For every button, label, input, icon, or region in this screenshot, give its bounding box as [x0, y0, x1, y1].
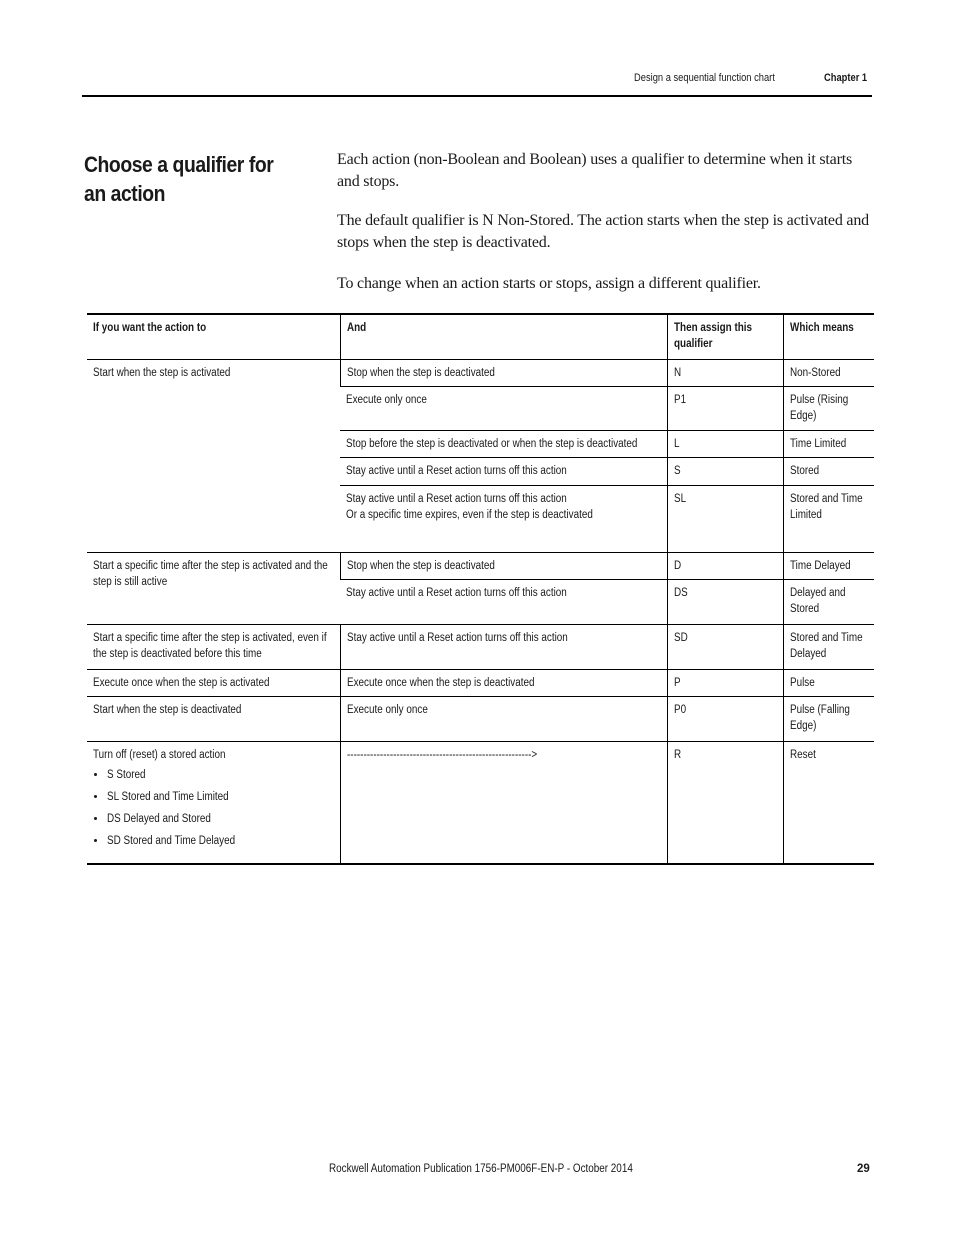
- table-cell-qualifier: N: [667, 360, 783, 387]
- table-cell-means: Pulse (Falling Edge): [783, 697, 874, 742]
- table-header-cell: And: [340, 314, 667, 360]
- table-cell-means: Delayed and Stored: [783, 580, 874, 625]
- table-cell-want: Start a specific time after the step is activated and the step is still active: [87, 553, 340, 625]
- table-row: [87, 670, 874, 697]
- table-cell-qualifier: SL: [667, 486, 783, 553]
- footer-publication: Rockwell Automation Publication 1756-PM006F-EN-P - October 2014: [329, 1163, 633, 1175]
- table-cell-and: -------------------------------------------------------->: [340, 742, 667, 864]
- table-header-cell: Then assign this qualifier: [667, 314, 783, 360]
- table-cell-means: Stored and Time Limited: [783, 486, 874, 553]
- table-cell-means: Stored: [783, 458, 874, 486]
- table-cell-want: Turn off (reset) a stored action • S Stored • SL Stored and Time Limited • DS Delayed and Stored • SD Stored and Time Delayed: [87, 742, 340, 864]
- table-cell-qualifier: P1: [667, 387, 783, 431]
- page-number: 29: [857, 1163, 870, 1175]
- table-cell-qualifier: D: [667, 553, 783, 580]
- table-cell-want: Start when the step is deactivated: [87, 697, 340, 742]
- table-row: [87, 625, 874, 670]
- intro-paragraph-2: The default qualifier is N Non-Stored. The action starts when the step is activated and stops when the step is deactivated.: [337, 212, 869, 251]
- table-cell-means: Stored and Time Delayed: [783, 625, 874, 670]
- table-cell-qualifier: DS: [667, 580, 783, 625]
- table-cell-and: Stay active until a Reset action turns off this action Or a specific time expires, even if the step is deactivated: [340, 486, 667, 553]
- table-header-cell: Which means: [783, 314, 874, 360]
- list-item: • SD Stored and Time Delayed: [107, 833, 334, 849]
- table-header-cell: If you want the action to: [87, 314, 340, 360]
- table-cell-means: Reset: [783, 742, 874, 864]
- table-cell-qualifier: P: [667, 670, 783, 697]
- table-cell-and: Execute only once: [340, 697, 667, 742]
- table-cell-qualifier: P0: [667, 697, 783, 742]
- table-cell-qualifier: S: [667, 458, 783, 486]
- table-cell-and: Stay active until a Reset action turns off this action: [340, 625, 667, 670]
- intro-paragraph-3: To change when an action starts or stops, assign a different qualifier.: [337, 275, 761, 292]
- table-cell-and: Stay active until a Reset action turns off this action: [340, 458, 667, 486]
- table-cell-means: Pulse: [783, 670, 874, 697]
- table-cell-qualifier: R: [667, 742, 783, 864]
- table-cell-means: Pulse (Rising Edge): [783, 387, 874, 431]
- reset-bullet-list: [93, 767, 334, 849]
- running-header-chapter: Chapter 1: [824, 72, 868, 84]
- table-cell-means: Time Limited: [783, 431, 874, 458]
- table-cell-and: Stop when the step is deactivated: [340, 553, 667, 580]
- table-cell-means: Time Delayed: [783, 553, 874, 580]
- list-item: • SL Stored and Time Limited: [107, 789, 334, 805]
- table-cell-want: Start a specific time after the step is activated, even if the step is deactivated before this time: [87, 625, 340, 670]
- table-cell-qualifier: SD: [667, 625, 783, 670]
- qualifier-table: [87, 313, 874, 865]
- table-cell-means: Non-Stored: [783, 360, 874, 387]
- section-title: Choose a qualifier for an action: [84, 152, 274, 206]
- table-row: [87, 697, 874, 742]
- table-cell-and: Stay active until a Reset action turns off this action: [340, 580, 667, 625]
- table-cell-want: Execute once when the step is activated: [87, 670, 340, 697]
- list-item: • S Stored: [107, 767, 334, 783]
- table-cell-want: Start when the step is activated: [87, 360, 340, 553]
- intro-paragraph-1: Each action (non-Boolean and Boolean) uses a qualifier to determine when it starts and stops.: [337, 151, 852, 190]
- running-header-section: Design a sequential function chart: [634, 72, 775, 84]
- list-item: • DS Delayed and Stored: [107, 811, 334, 827]
- table-row: [87, 742, 874, 864]
- table-cell-and: Execute once when the step is deactivated: [340, 670, 667, 697]
- table-row: [87, 360, 874, 387]
- header-rule: [82, 95, 872, 97]
- table-cell-and: Execute only once: [340, 387, 667, 431]
- table-cell-and: Stop when the step is deactivated: [340, 360, 667, 387]
- table-header-row: [87, 314, 874, 360]
- table-cell-qualifier: L: [667, 431, 783, 458]
- table-row: [87, 553, 874, 580]
- table-cell-and: Stop before the step is deactivated or when the step is deactivated: [340, 431, 667, 458]
